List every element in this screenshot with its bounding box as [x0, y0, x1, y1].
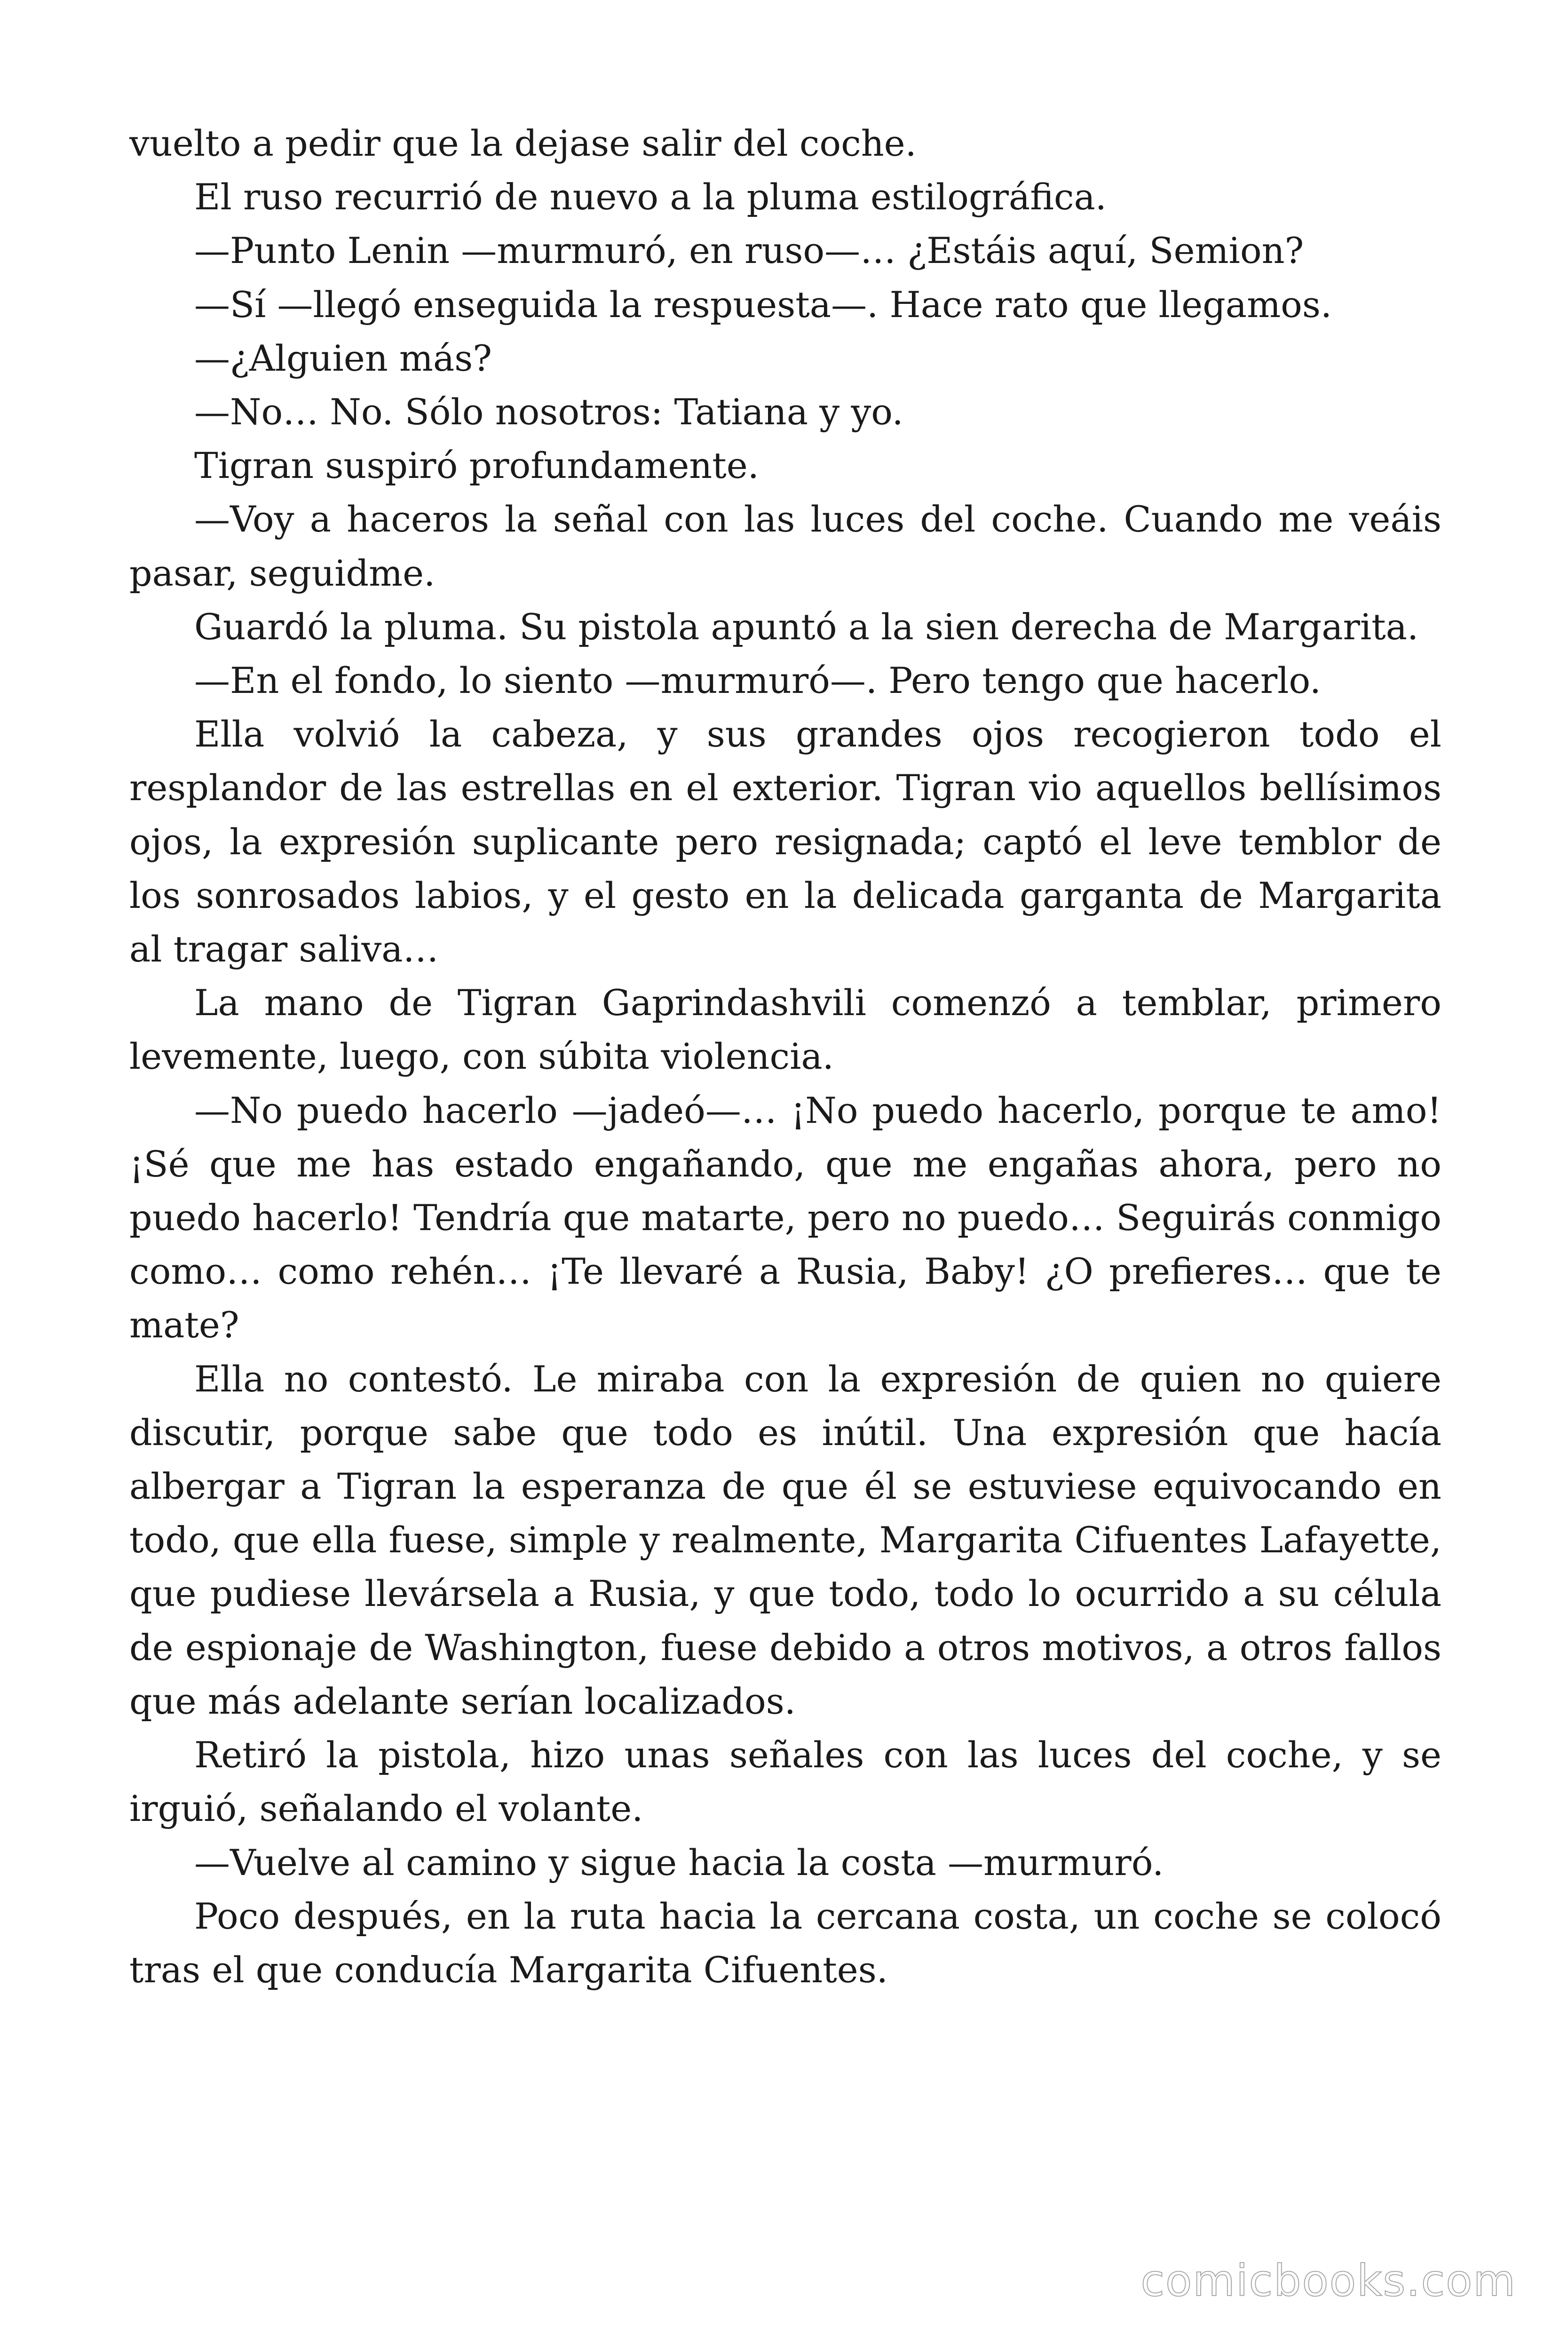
paragraph: —¿Alguien más? [194, 337, 492, 379]
paragraph: Poco después, en la ruta hacia la cercana costa, un coche se colocó tras el que conducía Margarita Cifuentes. [129, 1895, 1441, 1991]
paragraph: Ella no contestó. Le miraba con la expresión de quien no quiere discutir, porque sabe que todo es inútil. Una expresión que hacía albergar a Tigran la esperanza de que él se estuviese equivocando en todo, que ella fuese, simple y realmente, Margarita Cifuentes Lafayette, que pudiese llevársela a Rusia, y que todo, todo lo ocurrido a su célula de espionaje de Washington, fuese debido a otros motivos, a otros fallos que más adelante serían localizados. [129, 1358, 1441, 1722]
paragraph: —Sí —llegó enseguida la respuesta—. Hace rato que llegamos. [194, 283, 1332, 326]
paragraph: Guardó la pluma. Su pistola apuntó a la sien derecha de Margarita. [194, 605, 1419, 648]
paragraph: —No… No. Sólo nosotros: Tatiana y yo. [194, 391, 903, 433]
paragraph: La mano de Tigran Gaprindashvili comenzó a temblar, primero levemente, luego, con súbita violencia. [129, 982, 1441, 1078]
paragraph: —No puedo hacerlo —jadeó—… ¡No puedo hacerlo, porque te amo! ¡Sé que me has estado engañando, que me engañas ahora, pero no puedo hacerlo! Tendría que matarte, pero no puedo… Seguirás conmigo como… como rehén… ¡Te llevaré a Rusia, Baby! ¿O prefieres… que te mate? [129, 1089, 1441, 1346]
paragraph: —Vuelve al camino y sigue hacia la costa —murmuró. [194, 1841, 1164, 1883]
paragraph: Retiró la pistola, hizo unas señales con las luces del coche, y se irguió, señalando el volante. [129, 1734, 1441, 1830]
paragraph: El ruso recurrió de nuevo a la pluma estilográfica. [194, 176, 1107, 218]
paragraph: Ella volvió la cabeza, y sus grandes ojos recogieron todo el resplandor de las estrellas en el exterior. Tigran vio aquellos bellísimos ojos, la expresión suplicante pero resignada; captó el leve temblor de los sonrosados labios, y el gesto en la delicada garganta de Margarita al tragar saliva… [129, 713, 1441, 970]
paragraph: —Punto Lenin —murmuró, en ruso—… ¿Estáis aquí, Semion? [194, 230, 1304, 272]
body-text [129, 117, 1441, 1997]
paragraph: vuelto a pedir que la dejase salir del coche. [129, 122, 917, 164]
paragraph: —En el fondo, lo siento —murmuró—. Pero tengo que hacerlo. [194, 660, 1321, 702]
watermark: comicbooks.com [1140, 2256, 1516, 2306]
paragraph: —Voy a haceros la señal con las luces del coche. Cuando me veáis pasar, seguidme. [129, 498, 1441, 594]
paragraph: Tigran suspiró profundamente. [194, 445, 759, 487]
